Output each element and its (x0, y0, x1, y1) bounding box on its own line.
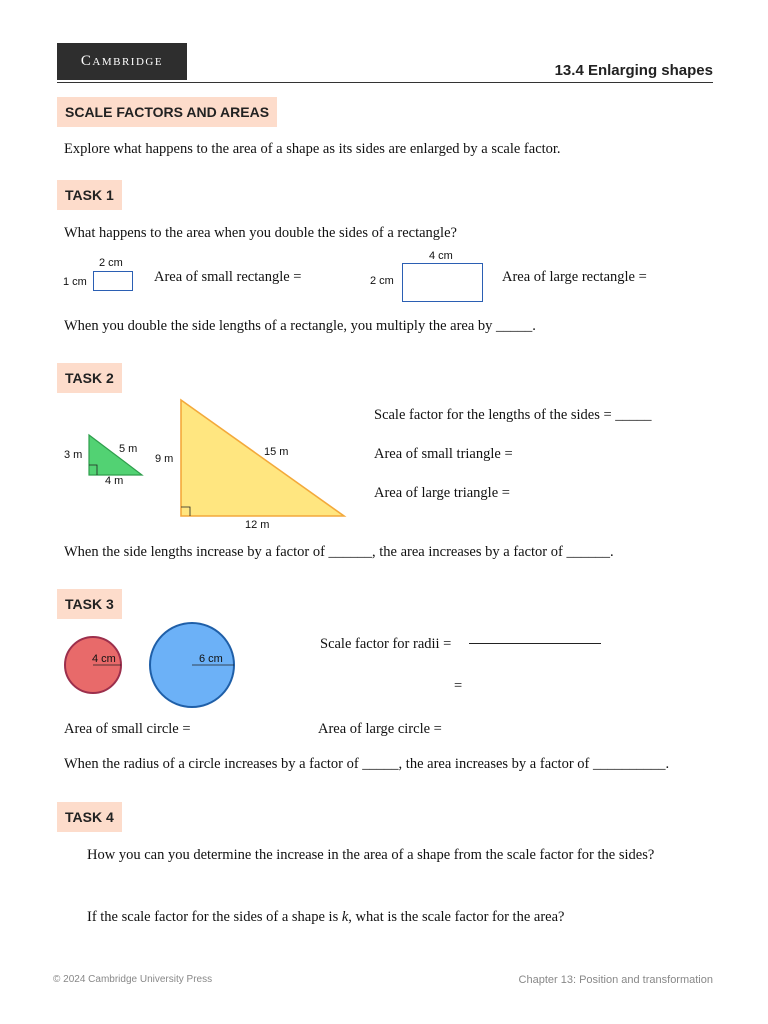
chapter-title: 13.4 Enlarging shapes (554, 62, 713, 79)
task2-conclusion: When the side lengths increase by a factor of ______, the area increases by a factor of ______. (64, 544, 614, 560)
footer-chapter: Chapter 13: Position and transformation (518, 974, 713, 986)
task1-conclusion: When you double the side lengths of a rectangle, you multiply the area by _____. (64, 318, 536, 334)
large-rect-width-label: 4 cm (429, 250, 453, 262)
small-triangle-hypotenuse: 5 m (119, 443, 138, 455)
task1-label: TASK 1 (57, 180, 122, 210)
large-triangle-side-b: 12 m (245, 519, 270, 531)
task4-question2 (87, 909, 564, 926)
small-triangle-side-a: 3 m (64, 449, 83, 461)
large-triangle (181, 400, 344, 516)
task4-variable-k: k (341, 909, 349, 925)
task2-scale-factor: Scale factor for the lengths of the sides = _____ (374, 407, 652, 423)
task3-label: TASK 3 (57, 589, 122, 619)
task4-question2-pre: If the scale factor for the sides of a shape is (87, 909, 342, 925)
small-triangle-side-b: 4 m (105, 475, 124, 487)
small-rect-area-label: Area of small rectangle = (154, 269, 302, 285)
small-rect-height-label: 1 cm (63, 276, 87, 288)
task2-label: TASK 2 (57, 363, 122, 393)
intro-text: Explore what happens to the area of a shape as its sides are enlarged by a scale factor. (64, 141, 561, 157)
triangles-figure (0, 395, 360, 530)
cambridge-logo: Cambridge (57, 43, 187, 80)
large-rect-area-label: Area of large rectangle = (502, 269, 647, 285)
task1-question: What happens to the area when you double the sides of a rectangle? (64, 225, 457, 241)
small-rect-width-label: 2 cm (99, 257, 123, 269)
large-rect-height-label: 2 cm (370, 275, 394, 287)
large-triangle-hypotenuse: 15 m (264, 446, 289, 458)
section-heading: SCALE FACTORS AND AREAS (57, 97, 277, 127)
task4-question1: How you can you determine the increase in the area of a shape from the scale factor for the sides? (87, 847, 655, 863)
large-circle-radius-label: 6 cm (199, 653, 223, 665)
task3-equals: = (454, 678, 463, 694)
task2-small-area: Area of small triangle = (374, 446, 513, 462)
task2-large-area: Area of large triangle = (374, 485, 510, 501)
fraction-bar (469, 643, 601, 644)
task4-question2-post: , what is the scale factor for the area? (348, 909, 565, 925)
small-circle-radius-label: 4 cm (92, 653, 116, 665)
task3-small-area: Area of small circle = (64, 721, 191, 737)
large-rectangle (402, 263, 483, 302)
header-divider (57, 82, 713, 83)
small-rectangle (93, 271, 133, 291)
circles-figure (0, 615, 260, 715)
footer-copyright: © 2024 Cambridge University Press (53, 974, 213, 985)
task4-label: TASK 4 (57, 802, 122, 832)
task3-scale-factor: Scale factor for radii = (320, 636, 452, 652)
task3-large-area: Area of large circle = (318, 721, 442, 737)
task3-conclusion: When the radius of a circle increases by a factor of _____, the area increases by a factor of __________. (64, 756, 670, 772)
large-triangle-side-a: 9 m (155, 453, 174, 465)
